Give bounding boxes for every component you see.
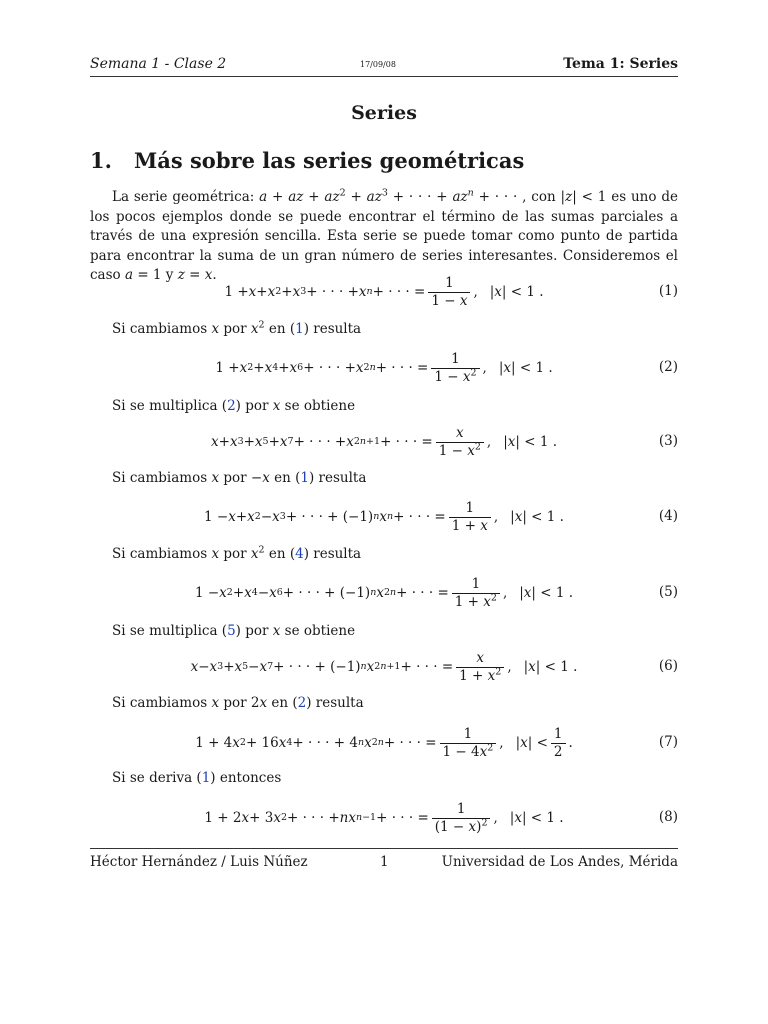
page-title: Series — [351, 102, 417, 124]
equation-4: 1 − x + x 2 − x 3 + · · · + (−1) n x n + · · · = $\frac{1}{1 + x}$ , |x| < 1 . (4) — [204, 499, 678, 534]
footer-authors: Héctor Hernández / Luis Núñez — [90, 854, 308, 870]
equation-tag: (4) — [658, 508, 678, 524]
equation-6: x − x 3 + x 5 − x 7 + · · · + (−1) n x 2n+1 + · · · = $\frac{x}{1 + x^2}$ , |x| < 1 . (6) — [190, 649, 678, 684]
equation-ref-link[interactable]: 5 — [227, 623, 236, 639]
equation-tag: (2) — [658, 359, 678, 375]
equation-tag: (8) — [658, 809, 678, 825]
section-heading — [90, 148, 524, 173]
equation-ref-link[interactable]: 1 — [201, 770, 211, 786]
section-number: 1. — [90, 148, 112, 173]
equation-ref-link[interactable]: 1 — [295, 321, 304, 337]
equation-tag: (6) — [658, 658, 678, 674]
page-number: 1 — [380, 854, 389, 870]
equation-3: x + x 3 + x 5 + x 7 + · · · + x 2n+1 + · · · = $\frac{x}{1 - x^2}$ , |x| < 1 . (3) — [211, 424, 678, 459]
header-date: 17/09/08 — [360, 60, 396, 69]
equation-7: 1 + 4 x 2 + 16 x 4 + · · · + 4 n x 2n + · · · = $\frac{1}{1 - 4x^2}$ , |x| < $\frac{1}{2}$ . (7) — [195, 725, 678, 760]
equation-7-intro: Si cambiamos x por 2x en (2) resulta — [112, 695, 364, 711]
equation-5: 1 − x 2 + x 4 − x 6 + · · · + (−1) n x 2n + · · · = $\frac{1}{1 + x^2}$ , |x| < 1 . (5) — [194, 575, 678, 610]
equation-tag: (1) — [658, 283, 678, 299]
equation-8-intro: Si se deriva (1) entonces — [112, 770, 282, 786]
equation-ref-link[interactable]: 2 — [297, 695, 307, 711]
equation-tag: (3) — [658, 433, 678, 449]
running-header — [90, 56, 678, 77]
equation-ref-link[interactable]: 4 — [295, 546, 304, 562]
equation-2-intro: Si cambiamos x por $x^2$ en (1) resulta — [112, 319, 362, 337]
equation-5-intro: Si cambiamos x por $x^2$ en (4) resulta — [112, 544, 362, 562]
equation-tag: (7) — [658, 734, 678, 750]
equation-1: 1 + x + x 2 + x 3 + · · · + x n + · · · = $\frac{1}{1 - x}$ , |x| < 1 . (1) — [224, 274, 678, 309]
running-footer — [90, 848, 678, 873]
footer-institution: Universidad de Los Andes, Mérida — [441, 854, 678, 870]
header-course: Semana 1 - Clase 2 — [90, 56, 227, 72]
equation-4-intro: Si cambiamos x por −x en (1) resulta — [112, 470, 367, 486]
equation-ref-link[interactable]: 2 — [227, 398, 236, 414]
equation-3-intro: Si se multiplica (2) por x se obtiene — [112, 398, 356, 414]
equation-6-intro: Si se multiplica (5) por x se obtiene — [112, 623, 356, 639]
equation-ref-link[interactable]: 1 — [300, 470, 309, 486]
equation-8: 1 + 2 x + 3 x 2 + · · · + nx n−1 + · · · = $\frac{1}{(1 - x)^2}$ , |x| < 1 . (8) — [204, 800, 678, 835]
equation-2: 1 + x 2 + x 4 + x 6 + · · · + x 2n + · · · = $\frac{1}{1 - x^2}$ , |x| < 1 . (2) — [215, 350, 678, 385]
section-title: Más sobre las series geométricas — [134, 148, 525, 173]
equation-tag: (5) — [658, 584, 678, 600]
header-topic: Tema 1: Series — [563, 56, 678, 72]
intro-paragraph: La serie geométrica: a + az + $az^2 + az^3$ + · · · + $az^n$ + · · · , con |z| < 1 es uno de los pocos ejemplos donde se puede encontrar el término de las sumas parciales a través de una expresión sencilla. Esta serie se puede tomar como punto de partida para encontrar la suma de un gran número de series interesantes. Consideremos el caso a = 1 y z = x. — [90, 187, 678, 283]
